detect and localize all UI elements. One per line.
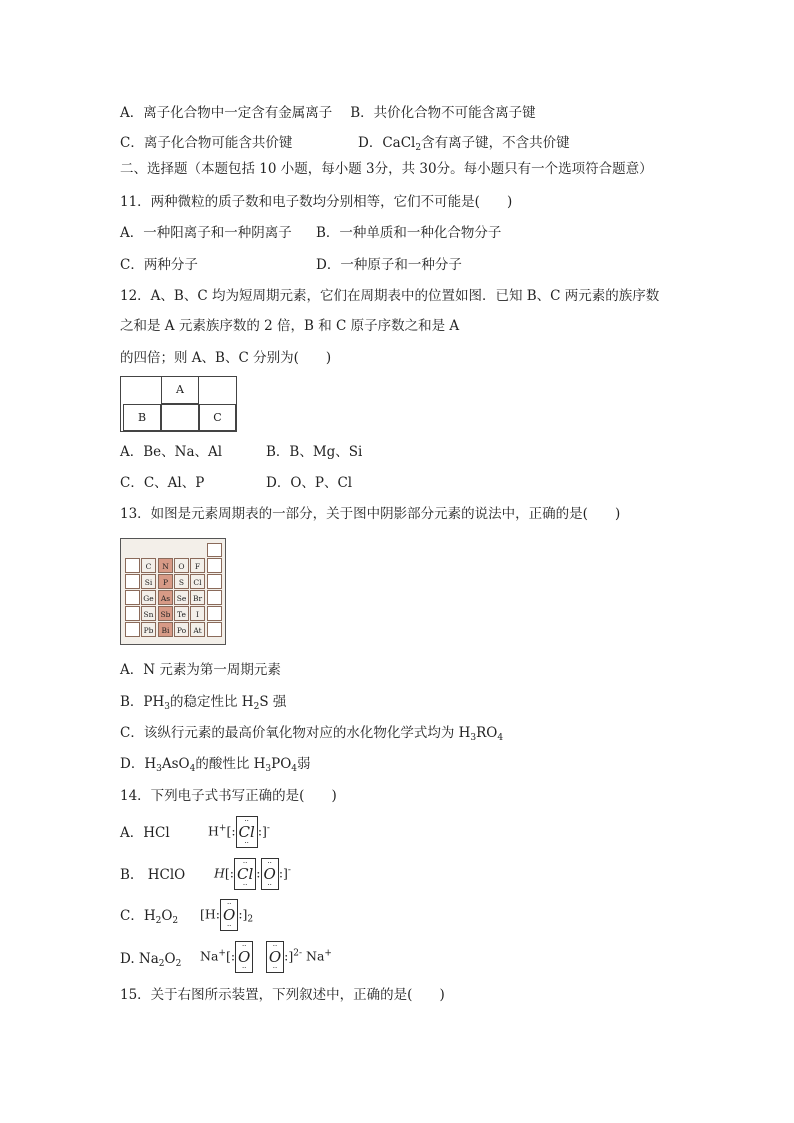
- pt-cell-shaded: Bi: [158, 622, 173, 637]
- q12-cell-empty: [161, 404, 199, 431]
- pt-empty-cell: [125, 574, 140, 589]
- q11-option-b: B．一种单质和一种化合物分子: [316, 225, 502, 241]
- q14-option-d-label: D. $Na_2O_2$: [120, 951, 182, 969]
- o-electron-box: ·· O ··: [266, 941, 284, 973]
- pt-cell-shaded: P: [158, 574, 173, 589]
- q13-option-d: D．$H_3AsO_4$的酸性比 $H_3PO_4$弱: [120, 756, 311, 774]
- q11-option-a: A．一种阳离子和一种阴离子: [120, 225, 292, 241]
- pt-cell: At: [190, 622, 205, 637]
- q11-option-d: D．一种原子和一种分子: [316, 257, 462, 273]
- q11-option-c: C．两种分子: [120, 257, 198, 273]
- q12-option-c: C．C、Al、P: [120, 475, 205, 491]
- pt-cell-shaded: As: [158, 590, 173, 605]
- pt-empty-cell: [125, 606, 140, 621]
- pt-cell-shaded: N: [158, 558, 173, 573]
- q14-option-a-formula: H+[: ·· Cl ·· :]-: [208, 817, 270, 847]
- q13-option-c: C．该纵行元素的最高价氧化物对应的水化物化学式均为 $H_3RO_4$: [120, 725, 504, 743]
- o-electron-box: ·· O ··: [235, 941, 253, 973]
- pt-cell: Cl: [190, 574, 205, 589]
- pt-cell: O: [174, 558, 189, 573]
- q10-option-d: D．CaCl$_2$含有离子键，不含共价键: [358, 135, 570, 153]
- pt-cell: S: [174, 574, 189, 589]
- cl-electron-box: ·· Cl ··: [234, 858, 256, 890]
- q12-option-b: B．B、Mg、Si: [266, 444, 363, 460]
- q10-row-ab: [120, 104, 536, 122]
- q12-cell-b: B: [123, 404, 161, 431]
- q14-option-a-label: A．HCl: [120, 825, 170, 841]
- pt-empty-cell: [207, 606, 222, 621]
- q14-option-b-label: B. HClO: [120, 867, 186, 883]
- pt-cell: Sn: [141, 606, 156, 621]
- q12-row-cd: [120, 474, 352, 492]
- pt-empty-cell: [207, 558, 222, 573]
- q14-option-c-formula: [H: ·· O ·· $:]_2$: [200, 900, 254, 930]
- q11-stem: 11．两种微粒的质子数和电子数均分别相等，它们不可能是( ): [120, 194, 513, 210]
- q14-option-c-label: C．$H_2O_2$: [120, 908, 179, 926]
- q12-position-table: [120, 376, 237, 432]
- q13-periodic-table-image: [120, 538, 226, 645]
- pt-empty-cell: [125, 622, 140, 637]
- q14-option-b-formula: H[: ·· Cl ·· : ·· O ·· :]-: [214, 859, 291, 889]
- pt-empty-cell: [125, 558, 140, 573]
- pt-cell-shaded: Sb: [158, 606, 173, 621]
- pt-cell: Ge: [141, 590, 156, 605]
- pt-cell: Te: [174, 606, 189, 621]
- pt-cell: Pb: [141, 622, 156, 637]
- cl-electron-box: ·· Cl ··: [236, 816, 258, 848]
- pt-empty-cell: [125, 590, 140, 605]
- q10-row-cd: [120, 134, 570, 152]
- q12-stem-line2: 之和是 A 元素族序数的 2 倍，B 和 C 原子序数之和是 A: [120, 318, 460, 334]
- pt-empty-cell: [207, 590, 222, 605]
- q10-option-a: A．离子化合物中一定含有金属离子: [120, 105, 333, 121]
- pt-empty-cell: [207, 622, 222, 637]
- pt-cell: C: [141, 558, 156, 573]
- q12-option-a: A．Be、Na、Al: [120, 444, 223, 460]
- q12-option-d: D．O、P、Cl: [266, 475, 353, 491]
- q13-stem: 13．如图是元素周期表的一部分，关于图中阴影部分元素的说法中，正确的是( ): [120, 506, 621, 522]
- pt-cell: Si: [141, 574, 156, 589]
- q14-option-d-formula: Na+[: ·· O ·· ·· O ·· :]$^{2-}$ Na+: [200, 942, 332, 972]
- q11-row-ab: [120, 224, 501, 242]
- q12-cell-a: A: [161, 376, 199, 404]
- pt-cell: I: [190, 606, 205, 621]
- q13-option-b: B．$PH_3$的稳定性比 $H_2S$ 强: [120, 694, 287, 712]
- q15-stem: 15．关于右图所示装置，下列叙述中，正确的是( ): [120, 987, 445, 1003]
- section-header: 二、选择题（本题包括 10 小题，每小题 3分，共 30分。每小题只有一个选项符合题意）: [120, 161, 653, 177]
- pt-empty-cell: [207, 574, 222, 589]
- q12-stem-line3: 的四倍；则 A、B、C 分别为( ): [120, 350, 332, 366]
- pt-cell: Br: [190, 590, 205, 605]
- q10-option-b: B．共价化合物不可能含离子键: [350, 105, 536, 121]
- q12-cell-c: C: [199, 404, 236, 431]
- q10-option-c: C．离子化合物可能含共价键: [120, 135, 293, 151]
- pt-empty-cell: [207, 543, 222, 557]
- q11-row-cd: [120, 256, 462, 274]
- pt-cell: F: [190, 558, 205, 573]
- o-electron-box: ·· O ··: [220, 899, 238, 931]
- q14-stem: 14．下列电子式书写正确的是( ): [120, 788, 337, 804]
- pt-cell: Po: [174, 622, 189, 637]
- o-electron-box: ·· O ··: [261, 858, 279, 890]
- pt-cell: Se: [174, 590, 189, 605]
- q12-stem-line1: 12．A、B、C 均为短周期元素，它们在周期表中的位置如图．已知 B、C 两元素的族序数: [120, 288, 660, 304]
- q13-option-a: A．N 元素为第一周期元素: [120, 662, 281, 678]
- q12-row-ab: [120, 443, 362, 461]
